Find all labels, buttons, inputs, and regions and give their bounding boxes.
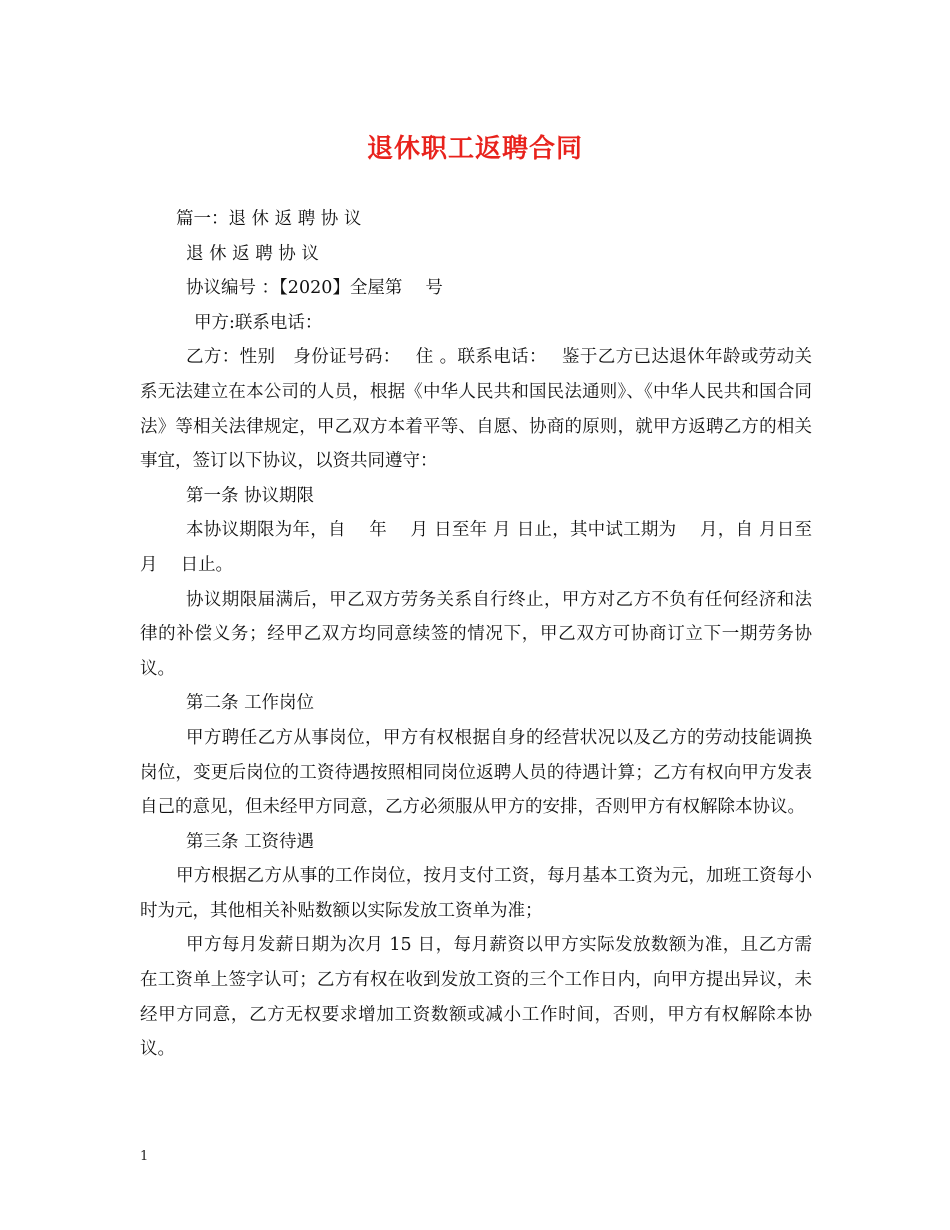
paragraph: 甲方:联系电话： <box>194 312 323 333</box>
document-title: 退休职工返聘合同 <box>366 134 583 164</box>
paragraph: 甲方根据乙方从事的工作岗位，按月支付工资，每月基本工资为元，加班工资每小时为元，其他相关补贴数额以实际发放工资单为准； <box>140 866 812 921</box>
section-heading: 第三条 工资待遇 <box>186 831 315 852</box>
paragraph: 甲方每月发薪日期为次月 15 日，每月薪资以甲方实际发放数额为准，且乙方需在工资单上签字认可；乙方有权在收到发放工资的三个工作日内，向甲方提出异议，未经甲方同意，乙方无权要求增加工资数额或减小工作时间，否则，甲方有权解除本协议。 <box>140 935 812 1060</box>
paragraph: 协议期限届满后，甲乙双方劳务关系自行终止，甲方对乙方不负有任何经济和法律的补偿义务；经甲乙双方均同意续签的情况下，甲乙双方可协商订立下一期劳务协议。 <box>140 589 812 679</box>
paragraph: 甲方聘任乙方从事岗位，甲方有权根据自身的经营状况以及乙方的劳动技能调换岗位，变更后岗位的工资待遇按照相同岗位返聘人员的待遇计算；乙方有权向甲方发表自己的意见，但未经甲方同意，乙方必须服从甲方的安排，否则甲方有权解除本协议。 <box>140 727 812 818</box>
paragraph: 协议编号 ：【2020】全屋第 号 <box>186 278 443 299</box>
page-number: 1 <box>140 1149 149 1164</box>
section-heading: 第一条 协议期限 <box>186 485 315 506</box>
paragraph: 乙方：性别 身份证号码： 住 。联系电话： 鉴于乙方已达退休年龄或劳动关系无法建立在本公司的人员，根据《中华人民共和国民法通则》、《中华人民共和国合同法》等相关法律规定，甲乙双方本着平等、自愿、协商的原则，就甲方返聘乙方的相关事宜，签订以下协议，以资共同遵守： <box>140 347 812 472</box>
document-body <box>140 202 836 1067</box>
paragraph: 本协议期限为年，自 年 月 日至年 月 日止，其中试工期为 月，自 月日至 月 日止。 <box>140 520 836 575</box>
section-heading: 第二条 工作岗位 <box>186 693 315 714</box>
paragraph: 退 休 返 聘 协 议 <box>186 243 319 264</box>
paragraph: 篇一：退 休 返 聘 协 议 <box>176 209 362 229</box>
